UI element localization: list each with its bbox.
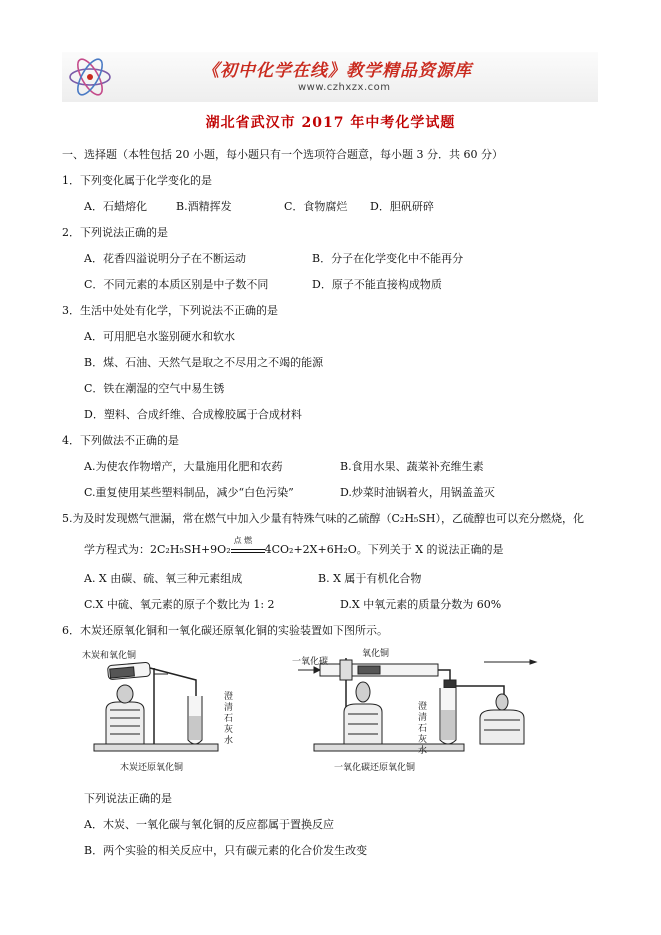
question-6-stem: 6．木炭还原氧化铜和一氧化碳还原氧化铜的实验装置如下图所示。	[62, 624, 388, 637]
equation-products: 4CO₂+2X+6H₂O	[264, 543, 357, 556]
question-6-option-a: A．木炭、一氧化碳与氧化铜的反应都属于置换反应	[84, 818, 334, 831]
question-5-option-d: D.X 中氧元素的质量分数为 60%	[340, 598, 502, 611]
question-3-option-d: D．塑料、合成纤维、合成橡胶属于合成材料	[84, 408, 302, 421]
question-2-option-b: B．分子在化学变化中不能再分	[312, 252, 464, 265]
equation-condition: 点 燃	[233, 536, 253, 545]
question-5-option-a: A. X 由碳、硫、氧三种元素组成	[84, 572, 243, 585]
equation-lead: 学方程式为：	[84, 543, 150, 556]
right-caption: 一氧化碳还原氧化铜	[334, 763, 416, 773]
question-4-option-d: D.炒菜时油锅着火，用锅盖盖灭	[340, 486, 495, 499]
question-6-sub-stem: 下列说法正确的是	[84, 792, 172, 805]
section-header: 一、选择题（本牲包括 20 小题，每小题只有一个选项符合题意，每小题 3 分．共 60 分）	[62, 148, 503, 161]
question-1-option-a: A．石蜡熔化	[84, 200, 147, 213]
question-3-option-b: B．煤、石油、天然气是取之不尽用之不竭的能源	[84, 356, 324, 369]
question-1-option-c: C．食物腐烂	[284, 200, 348, 213]
question-3-stem: 3．生活中处处有化学，下列说法不正确的是	[62, 304, 278, 317]
left-tube-char-4: 灰	[224, 725, 234, 735]
question-3-option-c: C．铁在潮湿的空气中易生锈	[84, 382, 225, 395]
question-5-equation	[84, 536, 504, 557]
apparatus-diagram	[84, 640, 600, 782]
left-tube-label	[224, 692, 234, 747]
equation-reactants: 2C₂H₅SH+9O₂	[150, 543, 231, 556]
question-6-option-b: B．两个实验的相关反应中，只有碳元素的化合价发生改变	[84, 844, 368, 857]
question-4-option-b: B.食用水果、蔬菜补充维生素	[340, 460, 484, 473]
question-3-option-a: A．可用肥皂水鉴别硬水和软水	[84, 330, 235, 343]
banner-url: www.czhxzx.com	[298, 82, 391, 93]
question-5-option-b: B. X 属于有机化合物	[318, 572, 422, 585]
left-tube-char-2: 清	[224, 703, 234, 713]
right-tube-char-5: 水	[418, 746, 428, 756]
header-banner	[62, 52, 598, 102]
page-title: 湖北省武汉市 2017 年中考化学试题	[205, 115, 456, 131]
right-tube-char-3: 石	[418, 724, 428, 734]
question-1-option-b: B.酒精挥发	[176, 200, 232, 213]
equation-tail: 。下列关于 X 的说法正确的是	[356, 543, 504, 556]
banner-title: 《初中化学在线》教学精品资源库	[202, 61, 472, 81]
question-1-option-d: D．胆矾研碎	[370, 200, 434, 213]
right-tube-char-2: 清	[418, 713, 428, 723]
right-cuo-label: 氧化铜	[362, 649, 390, 659]
left-tube-char-1: 澄	[224, 692, 234, 702]
question-4-option-c: C.重复使用某些塑料制品，减少“白色污染”	[84, 486, 294, 499]
question-1-stem: 1．下列变化属于化学变化的是	[62, 174, 212, 187]
left-caption: 木炭还原氧化铜	[120, 763, 184, 773]
question-2-option-d: D．原子不能直接构成物质	[312, 278, 442, 291]
left-reagent-label: 木炭和氧化铜	[82, 651, 137, 661]
question-4-stem: 4．下列做法不正确的是	[62, 434, 179, 447]
left-tube-char-5: 水	[224, 736, 234, 746]
question-5-option-c: C.X 中硫、氧元素的原子个数比为 1: 2	[84, 598, 275, 611]
question-5-stem: 5.为及时发现燃气泄漏，常在燃气中加入少量有特殊气味的乙硫醇（C₂H₅SH），乙硫醇也可以充分燃烧，化	[62, 512, 584, 525]
atom-logo-icon	[66, 54, 114, 100]
right-tube-char-1: 澄	[418, 702, 428, 712]
question-2-option-c: C．不同元素的本质区别是中子数不同	[84, 278, 269, 291]
question-2-option-a: A．花香四溢说明分子在不断运动	[84, 252, 246, 265]
right-tube-char-4: 灰	[418, 735, 428, 745]
question-2-stem: 2．下列说法正确的是	[62, 226, 168, 239]
right-gas-label: 一氧化碳	[292, 657, 329, 667]
question-4-option-a: A.为使农作物增产，大量施用化肥和农药	[84, 460, 283, 473]
equation-arrow	[231, 536, 265, 556]
left-tube-char-3: 石	[224, 714, 234, 724]
right-tube-label	[418, 702, 428, 757]
